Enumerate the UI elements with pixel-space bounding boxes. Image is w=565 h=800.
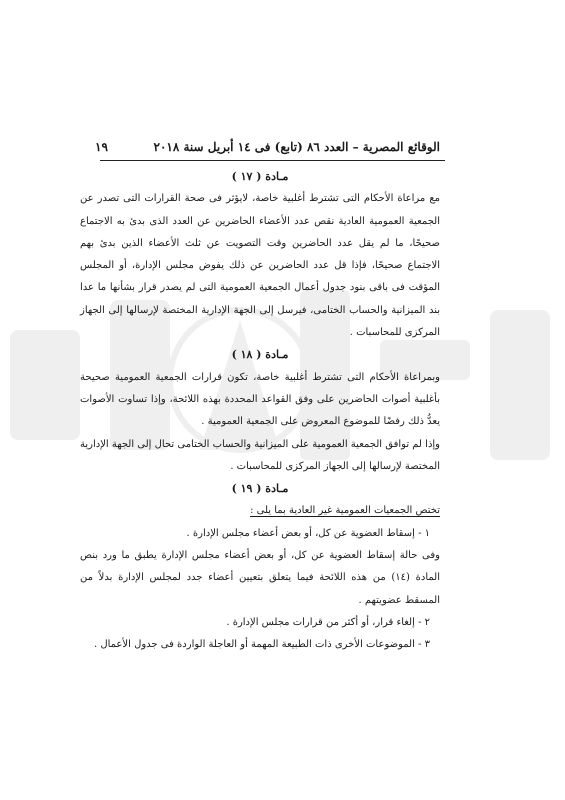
article-19-intro: تختص الجمعيات العمومية غير العادية بما يلى :: [250, 505, 440, 517]
document-body: [80, 166, 440, 657]
article-19-note: وفى حالة إسقاط العضوية عن كل، أو بعض أعضاء مجلس الإدارة يطبق ما ورد بنص المادة (١٤) من هذه اللائحة فيما يتعلق بتعيين أعضاء جدد لمجلس الإدارة بدلاً من المسقط عضويتهم .: [80, 550, 440, 606]
page-header: [95, 130, 440, 154]
page-number: ١٩: [95, 140, 108, 154]
article-19-item-2: ٢ - إلغاء قرار، أو أكثر من قرارات مجلس الإدارة .: [226, 616, 430, 628]
article-19-item-3: ٣ - الموضوعات الأخرى ذات الطبيعة المهمة أو العاجلة الواردة فى جدول الأعمال .: [93, 639, 430, 651]
article-18-title: مـادة ( ١٨ ): [231, 348, 289, 362]
article-19-title: مـادة ( ١٩ ): [231, 482, 289, 496]
article-19-item-1: ١ - إسقاط العضوية عن كل، أو بعض أعضاء مجلس الإدارة .: [186, 527, 430, 539]
article-18-paragraph-1: وبمراعاة الأحكام التى تشترط أغلبية خاصة، تكون قرارات الجمعية العمومية صحيحة بأغلبية أصوات الحاضرين على وفق القواعد المحددة بهذه اللائحة، وإذا تساوت الأصوات يعدُّ ذلك رفضًا للموضوع المعروض على الجمعية العمومية .: [80, 371, 440, 428]
article-17-paragraph: مع مراعاة الأحكام التى تشترط أغلبية خاصة، لايؤثر فى صحة القرارات التى تصدر عن الجمعية العمومية العادية نقص عدد الأعضاء الحاضرين عن العدد الذى بدئ به الاجتماع صحيحًا، ما لم يقل عدد الحاضرين وقت التصويت عن ثلث الأعضاء الذين بدئ بهم الاجتماع صحيحًا، فإذا قل عدد الحاضرين عن ذلك يفوض مجلس الإدارة، أو المجلس المؤقت فى باقى بنود جدول أعمال الجمعية العمومية التى لم يصدر قرار بشأنها ما عدا بند الميزانية والحساب الختامى، فيرسل إلى الجهة الإدارية المختصة لإرسالها إلى الجهاز المركزى للمحاسبات .: [80, 193, 440, 339]
header-title: الوقائع المصرية – العدد ٨٦ (تابع) فى ١٤ أبريل سنة ٢٠١٨: [153, 140, 440, 154]
header-divider: [100, 160, 445, 161]
article-17-title: مـادة ( ١٧ ): [231, 170, 289, 183]
article-18-paragraph-2: وإذا لم توافق الجمعية العمومية على الميزانية والحساب الختامى تحال إلى الجهة الإدارية المختصة لإرسالها إلى الجهاز المركزى للمحاسبات .: [80, 438, 440, 472]
